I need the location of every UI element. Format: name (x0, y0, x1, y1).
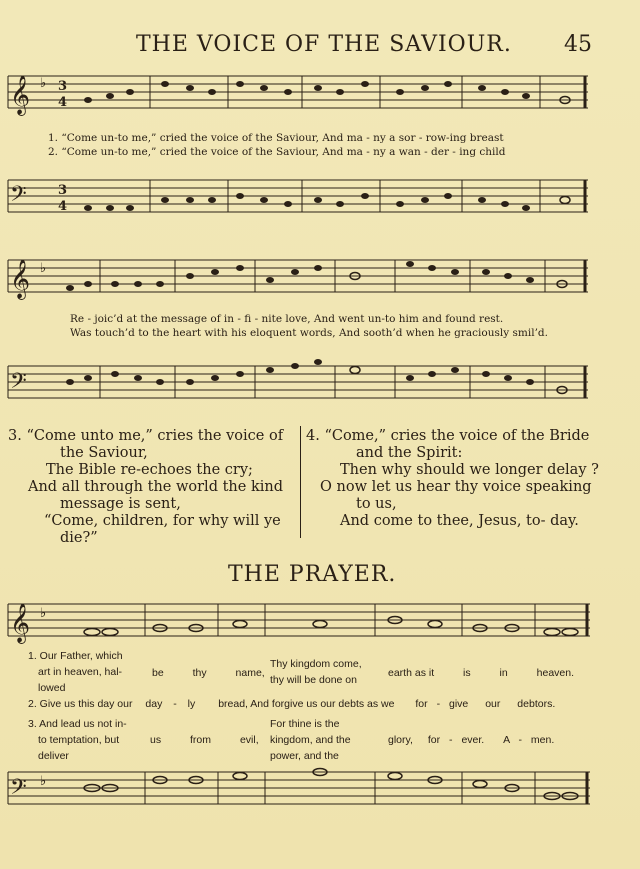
lyric-verse1-line1: 1. “Come un-to me,” cried the voice of the Saviour, And ma - ny a sor - row-ing breast (48, 132, 504, 144)
bass-staff-system-1 (0, 172, 640, 222)
stanza-3: 3. “Come unto me,” cries the voice of the Saviour, The Bible re-echoes the cry; And all through the world the kind message is sent, “Come, children, for why will ye die?” (8, 428, 284, 546)
svg-text:♭: ♭ (40, 76, 47, 91)
time-signature-bottom: 4 (58, 95, 68, 110)
treble-staff-system-1 (0, 60, 640, 140)
prayer-line2: 2. Give us this day our day - ly bread, And forgive us our debts as we for - give our debtors. (28, 698, 556, 710)
svg-text:♭: ♭ (40, 774, 47, 789)
bass-staff-system-2 (0, 355, 640, 415)
lyric-verse2-line2: Was touch’d to the heart with his eloquent words, And sooth’d when he graciously smil’d. (70, 327, 548, 339)
prayer-line3-words: us from evil, (150, 734, 259, 746)
treble-staff-system-2 (0, 248, 640, 308)
page-number: 45 (564, 32, 592, 57)
prayer-line1-intro: 1. Our Father, which art in heaven, hal- lowed (28, 650, 123, 694)
bass-clef-icon: 𝄢 (10, 182, 27, 212)
prayer-title: THE PRAYER. (228, 562, 397, 587)
prayer-line3-end: glory, for - ever. A - men. (388, 734, 555, 746)
lyric-verse1-line2: Re - joic’d at the message of in - fi - nite love, And went un-to him and found rest. (70, 313, 504, 325)
svg-text:3: 3 (58, 183, 68, 198)
page-title: THE VOICE OF THE SAVIOUR. (136, 32, 512, 57)
bass-clef-icon: 𝄢 (10, 369, 27, 399)
svg-text:4: 4 (58, 199, 68, 214)
prayer-treble-staff (0, 596, 640, 644)
stanza-4: 4. “Come,” cries the voice of the Bride and the Spirit: Then why should we longer delay ? O now let us hear thy voice speaking to us, And come to thee, Jesus, to- day. (306, 428, 599, 529)
svg-text:♭: ♭ (40, 606, 47, 621)
lyric-verse2-line1: 2. “Come un-to me,” cried the voice of the Saviour, And ma - ny a wan - der - ing child (48, 146, 506, 158)
treble-clef-icon: 𝄞 (10, 603, 31, 643)
treble-clef-icon: 𝄞 (10, 259, 31, 299)
prayer-line3-bracket: For thine is the kingdom, and the power, and the (270, 718, 351, 762)
stanza-divider (300, 426, 301, 538)
time-signature-top: 3 (58, 79, 68, 94)
prayer-line1-words: be thy name, (152, 667, 265, 679)
treble-clef-icon: 𝄞 (10, 75, 31, 115)
prayer-bass-staff (0, 764, 640, 812)
svg-text:♭: ♭ (40, 261, 47, 276)
prayer-line3-intro: 3. And lead us not in- to temptation, but deliver (28, 718, 127, 762)
bass-clef-icon: 𝄢 (10, 775, 27, 805)
prayer-line1-bracket: Thy kingdom come, thy will be done on (270, 658, 362, 686)
prayer-line1-end: earth as it is in heaven. (388, 667, 575, 679)
